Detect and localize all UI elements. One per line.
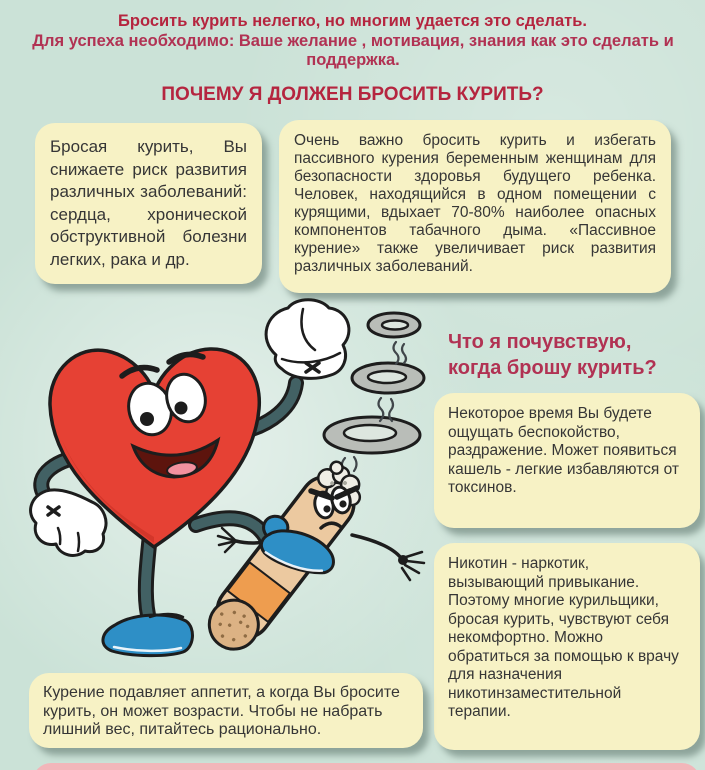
raised-glove-icon: [266, 300, 349, 379]
section-title-feelings: [448, 329, 698, 381]
withdrawal-text: Некоторое время Вы будете ощущать беспокойство, раздражение. Может появиться кашель - легкие избавляются от токсинов.: [448, 405, 679, 496]
benefits-text: Бросая курить, Вы снижаете риск развития различных заболеваний: сердца, хронической обструктивной болезни легких, рака и др.: [50, 137, 247, 269]
nicotine-box: [434, 543, 700, 750]
intro-line-2: Для успеха необходимо: Ваше желание , мотивация, знания как это сделать и поддержка.: [32, 32, 674, 69]
heart-character: [31, 300, 349, 656]
passive-smoking-text: Очень важно бросить курить и избегать пассивного курения беременным женщинам для безопасности здоровья будущего ребенка. Человек, находящийся в одном помещении с курящими, вдыхает 70-80% наиболее опасных компонентов табачного дыма. «Пассивное курение» также увеличивает риск развития различных заболеваний.: [294, 132, 656, 275]
appetite-box: [29, 673, 423, 748]
appetite-text: Курение подавляет аппетит, а когда Вы бросите курить, он может возрасти. Чтобы не набрать лишний вес, питайтесь рационально.: [43, 684, 400, 738]
bottom-pink-strip: [33, 763, 700, 770]
hip-glove-icon: [31, 490, 106, 556]
benefits-box: [35, 123, 262, 284]
passive-smoking-box: [279, 120, 671, 293]
heart-kicking-cigarette-illustration: [0, 295, 440, 675]
intro-line-1: Бросить курить нелегко, но многим удается это сделать.: [118, 12, 587, 30]
feelings-title-line2: когда брошу курить?: [448, 357, 657, 379]
section-title-why-quit: ПОЧЕМУ Я ДОЛЖЕН БРОСИТЬ КУРИТЬ?: [161, 84, 544, 105]
feelings-title-line1: Что я почувствую,: [448, 331, 632, 353]
nicotine-text: Никотин - наркотик, вызывающий привыкание. Поэтому многие курильщики, бросая курить, чувствуют себя некомфортно. Можно обратиться за помощью к врачу для назначения никотинзаместительной терапии.: [448, 555, 679, 720]
left-shoe-icon: [103, 614, 193, 656]
withdrawal-box: [434, 393, 700, 528]
